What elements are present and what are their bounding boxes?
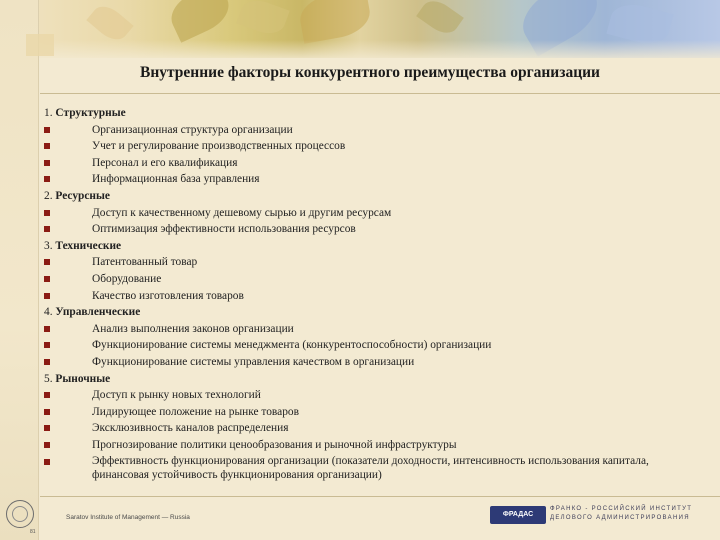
- page-number: 81: [30, 529, 36, 535]
- list-item-text: Доступ к рынку новых технологий: [92, 389, 261, 402]
- section-title: Ресурсные: [55, 189, 110, 202]
- leaf-decoration: [416, 0, 464, 39]
- section-number: 2.: [44, 189, 53, 202]
- square-bullet-icon: [44, 359, 50, 365]
- square-bullet-icon: [44, 226, 50, 232]
- leaf-decoration: [164, 0, 235, 43]
- list-item-text: Учет и регулирование производственных процессов: [92, 140, 346, 153]
- list-item: [44, 122, 694, 139]
- section-title: Управленческие: [55, 306, 141, 319]
- section-heading: [44, 238, 694, 255]
- square-bullet-icon: [44, 210, 50, 216]
- section-number: 1.: [44, 107, 53, 119]
- section-number: 3.: [44, 239, 53, 252]
- list-item-text: Доступ к качественному дешевому сырью и другим ресурсам: [92, 206, 392, 219]
- factor-list: [44, 105, 694, 483]
- fradas-logo: ФРАДАС: [490, 506, 546, 524]
- list-item-text: Эффективность функционирования организации (показатели доходности, интенсивность использования капитала, финансовая устойчивость функционирования организации): [92, 455, 649, 482]
- section-heading: [44, 188, 694, 205]
- list-item: [44, 420, 694, 437]
- list-item-text: Патентованный товар: [92, 256, 198, 269]
- list-item: [44, 155, 694, 172]
- list-item-text: Анализ выполнения законов организации: [92, 322, 294, 335]
- title-divider: [40, 93, 720, 94]
- leaf-decoration: [297, 0, 374, 44]
- list-item-text: Функционирование системы менеджмента (конкурентоспособности) организации: [92, 339, 492, 352]
- section-heading: [44, 105, 694, 122]
- footer-partner-name: ФРАНКО - РОССИЙСКИЙ ИНСТИТУТ ДЕЛОВОГО АДМИНИСТРИРОВАНИЯ: [550, 506, 693, 521]
- square-bullet-icon: [44, 326, 50, 332]
- list-item: [44, 254, 694, 271]
- list-item: [44, 288, 694, 305]
- square-bullet-icon: [44, 442, 50, 448]
- list-item: [44, 387, 694, 404]
- square-bullet-icon: [44, 392, 50, 398]
- list-item: [44, 221, 694, 238]
- square-bullet-icon: [44, 160, 50, 166]
- list-item-text: Прогнозирование политики ценообразования и рыночной инфраструктуры: [92, 438, 457, 451]
- footer-institute: Saratov Institute of Management — Russia: [66, 514, 190, 521]
- square-bullet-icon: [44, 127, 50, 133]
- section-heading: [44, 371, 694, 388]
- section-number: 4.: [44, 306, 53, 319]
- emblem-inner-ring: [12, 506, 28, 522]
- square-decoration: [26, 34, 54, 56]
- section-heading: [44, 304, 694, 321]
- list-item: [44, 453, 694, 483]
- square-bullet-icon: [44, 276, 50, 282]
- leaf-decoration: [236, 0, 289, 39]
- list-item: [44, 271, 694, 288]
- square-bullet-icon: [44, 409, 50, 415]
- square-bullet-icon: [44, 259, 50, 265]
- leaf-decoration: [86, 0, 133, 46]
- square-bullet-icon: [44, 459, 50, 465]
- section-title: Технические: [55, 239, 122, 252]
- list-item: [44, 354, 694, 371]
- section-number: 5.: [44, 372, 53, 385]
- footer-divider: [40, 496, 720, 497]
- square-bullet-icon: [44, 176, 50, 182]
- list-item: [44, 205, 694, 222]
- list-item-text: Лидирующее положение на рынке товаров: [92, 405, 299, 418]
- left-band-divider: [38, 0, 39, 540]
- list-item-text: Функционирование системы управления качеством в организации: [92, 355, 415, 368]
- list-item: [44, 337, 694, 354]
- slide-title: Внутренние факторы конкурентного преимущества организации: [139, 64, 600, 81]
- list-item: [44, 138, 694, 155]
- list-item-text: Информационная база управления: [92, 173, 260, 186]
- list-item: [44, 437, 694, 454]
- list-item-text: Организационная структура организации: [92, 123, 293, 136]
- list-item-text: Оборудование: [92, 272, 162, 285]
- square-bullet-icon: [44, 293, 50, 299]
- list-item-text: Оптимизация эффективности использования ресурсов: [92, 223, 356, 236]
- square-bullet-icon: [44, 143, 50, 149]
- list-item: [44, 171, 694, 188]
- square-bullet-icon: [44, 342, 50, 348]
- list-item-text: Персонал и его квалификация: [92, 156, 238, 169]
- list-item: [44, 404, 694, 421]
- section-title: Рыночные: [55, 372, 111, 385]
- left-band: [0, 0, 38, 540]
- banner-fade: [0, 40, 720, 62]
- list-item-text: Качество изготовления товаров: [92, 289, 244, 302]
- section-title: Структурные: [55, 107, 126, 119]
- list-item: [44, 321, 694, 338]
- square-bullet-icon: [44, 425, 50, 431]
- list-item-text: Эксклюзивность каналов распределения: [92, 422, 289, 435]
